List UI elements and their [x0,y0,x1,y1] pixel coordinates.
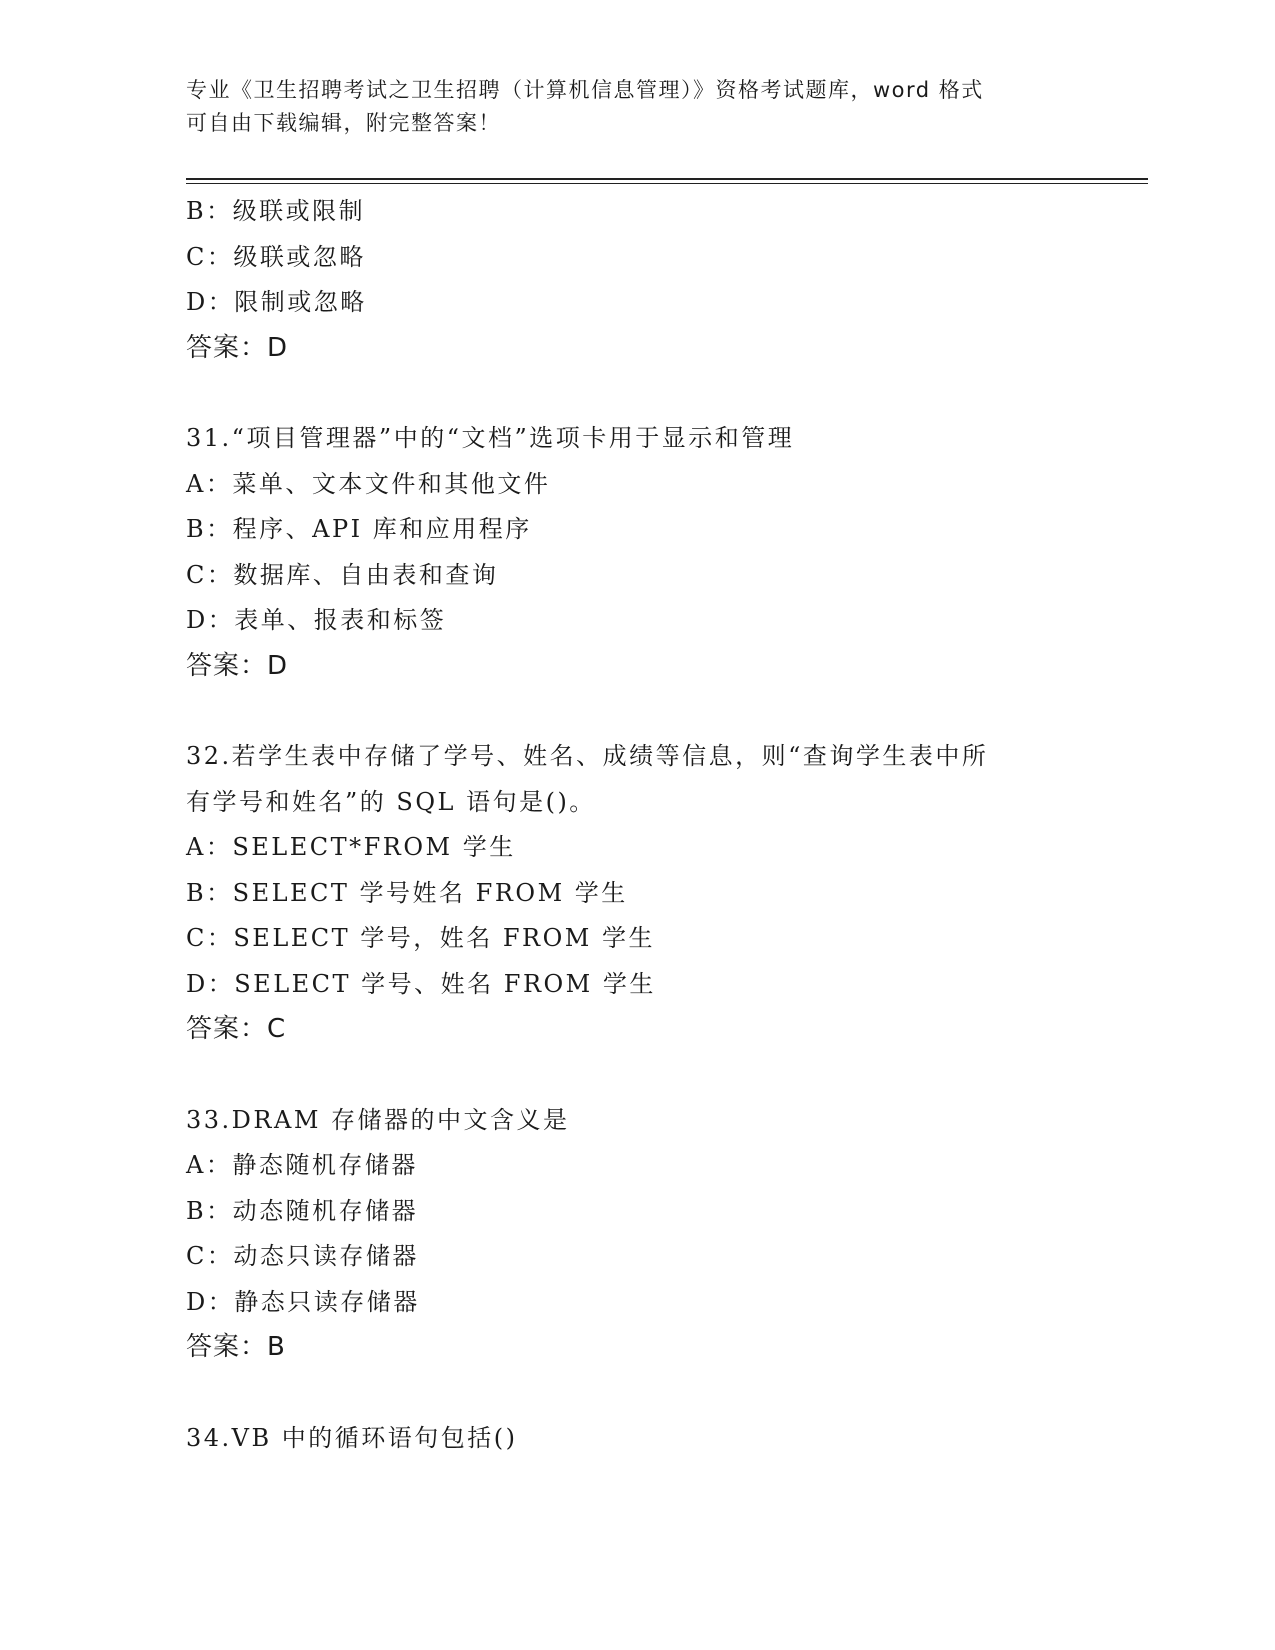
option-a: A：静态随机存储器 [186,1151,418,1179]
option-b: B：程序、API 库和应用程序 [186,515,532,543]
header-rule-thick [186,178,1148,180]
option-c: C：级联或忽略 [186,242,366,271]
option-c: C：数据库、自由表和查询 [186,560,499,589]
answer: 答案：D [186,332,289,363]
option-b: B：SELECT 学号姓名 FROM 学生 [186,878,628,907]
option-a: A：SELECT*FROM 学生 [186,833,516,861]
header-line-2: 可自由下载编辑，附完整答案！ [186,111,501,135]
question-stem-line-1: 32.若学生表中存储了学号、姓名、成绩等信息，则“查询学生表中所 [186,742,989,770]
question-33 [186,1098,1106,1371]
option-d: D：SELECT 学号、姓名 FROM 学生 [186,969,656,998]
question-32 [186,734,1106,1053]
document-header [186,74,1086,140]
option-a: A：菜单、文本文件和其他文件 [186,469,551,498]
option-d: D：表单、报表和标签 [186,606,447,634]
question-30 [186,189,1106,371]
question-stem: 34.VB 中的循环语句包括() [186,1423,518,1452]
option-b: B：动态随机存储器 [186,1196,419,1225]
question-34 [186,1416,1106,1462]
option-d: D：静态只读存储器 [186,1287,420,1316]
header-rule-thin [186,183,1148,184]
question-stem: 33.DRAM 存储器的中文含义是 [186,1105,570,1134]
spacer [186,371,1106,416]
spacer [186,689,1106,734]
option-d: D：限制或忽略 [186,288,367,316]
spacer [186,1053,1106,1098]
answer: 答案：B [186,1332,286,1362]
question-stem-line-2: 有学号和姓名”的 SQL 语句是()。 [186,787,596,816]
answer: 答案：C [186,1014,287,1044]
option-c: C：SELECT 学号，姓名 FROM 学生 [186,924,656,952]
answer: 答案：D [186,650,289,681]
question-31 [186,416,1106,689]
option-c: C：动态只读存储器 [186,1242,419,1270]
question-stem: 31.“项目管理器”中的“文档”选项卡用于显示和管理 [186,424,795,452]
option-b: B：级联或限制 [186,197,366,225]
question-list [186,189,1106,1461]
spacer [186,1371,1106,1416]
header-line-1: 专业《卫生招聘考试之卫生招聘（计算机信息管理）》资格考试题库，word 格式 [186,78,984,102]
